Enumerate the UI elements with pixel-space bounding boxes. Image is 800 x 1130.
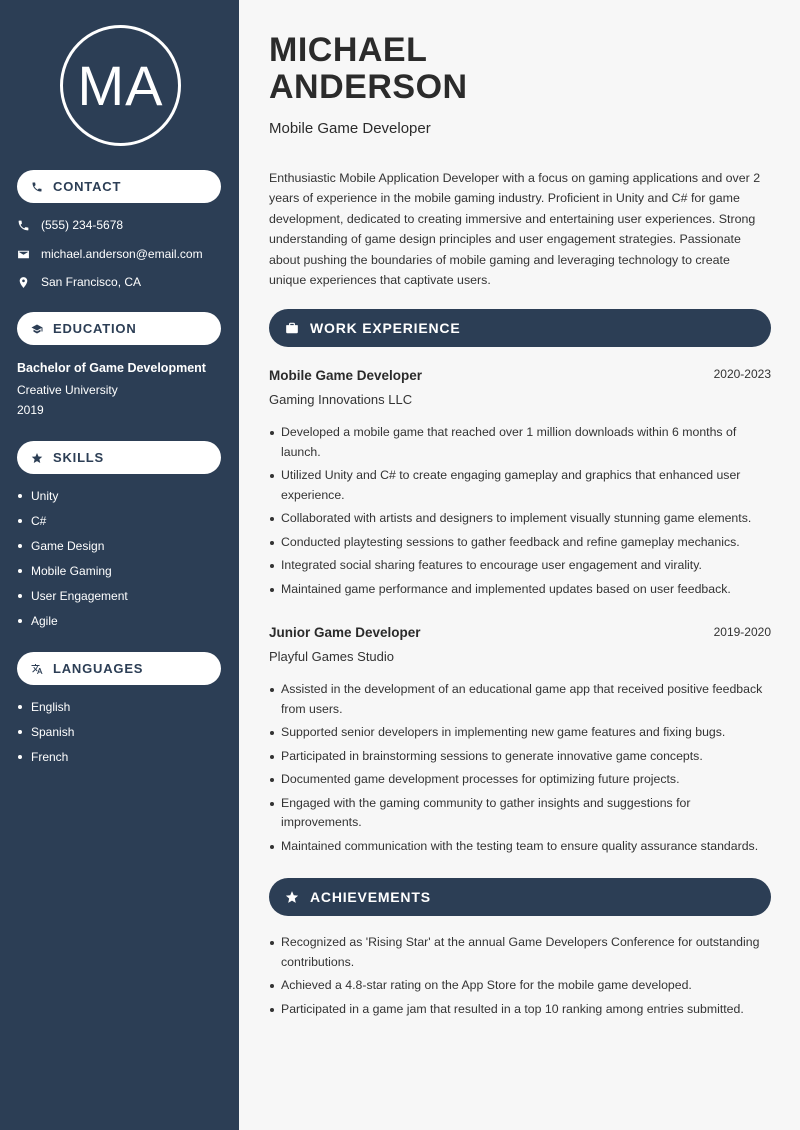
job-dates: 2020-2023 (713, 367, 771, 381)
job-bullet: Maintained game performance and implemented updates based on user feedback. (269, 580, 771, 600)
graduation-cap-icon (31, 323, 43, 335)
job-company: Gaming Innovations LLC (269, 392, 413, 407)
languages-list (17, 694, 74, 769)
envelope-icon (17, 248, 30, 261)
job-bullet: Utilized Unity and C# to create engaging gameplay and graphics that enhanced user experience. (269, 466, 771, 505)
name-first: MICHAEL (269, 31, 428, 69)
sidebar (0, 0, 239, 1130)
job-company: Playful Games Studio (269, 649, 395, 664)
job-bullets (269, 423, 771, 603)
main-content (239, 0, 800, 1130)
translate-icon (31, 663, 43, 675)
monogram-avatar: MA (60, 25, 181, 146)
education-heading (17, 312, 221, 345)
briefcase-icon (285, 321, 299, 335)
job-bullet: Assisted in the development of an educational game app that received positive feedback from users. (269, 680, 771, 719)
star-icon (31, 452, 43, 464)
phone-text: (555) 234-5678 (41, 218, 124, 232)
skill-item: C# (17, 508, 128, 533)
name-last: ANDERSON (269, 68, 468, 106)
job-bullet: Participated in brainstorming sessions to generate innovative game concepts. (269, 747, 771, 767)
achievements-heading-label: ACHIEVEMENTS (310, 889, 431, 905)
phone-icon (17, 219, 30, 232)
candidate-role: Mobile Game Developer (269, 120, 431, 137)
education-degree: Bachelor of Game Development (17, 361, 206, 375)
location-pin-icon (17, 276, 30, 289)
profile-summary: Enthusiastic Mobile Application Developer with a focus on gaming applications and over 2 years of experience in the mobile gaming industry. Proficient in Unity and C# for game development, dedicated to creating immersive and entertaining user experiences. Strong understanding of game design principles and user engagement strategies. Passionate about pushing the boundaries of mobile gaming and leveraging technology to create unique experiences that captivate users. (269, 171, 761, 288)
education-year: 2019 (17, 403, 44, 417)
job-title: Junior Game Developer (269, 625, 421, 640)
achievements-heading (269, 878, 771, 916)
skill-item: Game Design (17, 533, 128, 558)
job-dates: 2019-2020 (713, 625, 771, 639)
job-bullet: Maintained communication with the testing team to ensure quality assurance standards. (269, 837, 771, 857)
education-school: Creative University (17, 383, 118, 397)
skills-list (17, 483, 128, 633)
work-experience-heading-label: WORK EXPERIENCE (310, 320, 461, 336)
skills-heading-label: SKILLS (53, 450, 105, 465)
language-item: French (17, 744, 74, 769)
contact-location (17, 275, 141, 289)
job-bullet: Collaborated with artists and designers to implement visually stunning game elements. (269, 509, 771, 529)
job-bullets (269, 680, 771, 860)
education-heading-label: EDUCATION (53, 321, 137, 336)
job-title: Mobile Game Developer (269, 368, 423, 383)
skill-item: Unity (17, 483, 128, 508)
languages-heading (17, 652, 221, 685)
job-bullet: Integrated social sharing features to encourage user engagement and virality. (269, 556, 771, 576)
skill-item: User Engagement (17, 583, 128, 608)
location-text: San Francisco, CA (41, 275, 142, 289)
contact-email[interactable] (17, 247, 203, 261)
work-experience-heading (269, 309, 771, 347)
languages-heading-label: LANGUAGES (53, 661, 144, 676)
job-bullet: Documented game development processes for optimizing future projects. (269, 770, 771, 790)
job-bullet: Conducted playtesting sessions to gather feedback and refine gameplay mechanics. (269, 533, 771, 553)
skill-item: Mobile Gaming (17, 558, 128, 583)
contact-heading-label: CONTACT (53, 179, 122, 194)
language-item: English (17, 694, 74, 719)
job-bullet: Developed a mobile game that reached over 1 million downloads within 6 months of launch. (269, 423, 771, 462)
achievement-item: Participated in a game jam that resulted in a top 10 ranking among entries submitted. (269, 1000, 771, 1020)
contact-phone (17, 218, 123, 232)
star-icon (285, 890, 299, 904)
job-bullet: Engaged with the gaming community to gather insights and suggestions for improvements. (269, 794, 771, 833)
achievement-item: Recognized as 'Rising Star' at the annual Game Developers Conference for outstanding contributions. (269, 933, 771, 972)
candidate-name (269, 32, 468, 106)
language-item: Spanish (17, 719, 74, 744)
contact-heading (17, 170, 221, 203)
skill-item: Agile (17, 608, 128, 633)
email-text[interactable]: michael.anderson@email.com (41, 247, 203, 261)
achievements-list (269, 933, 771, 1023)
skills-heading (17, 441, 221, 474)
job-bullet: Supported senior developers in implementing new game features and fixing bugs. (269, 723, 771, 743)
achievement-item: Achieved a 4.8-star rating on the App Store for the mobile game developed. (269, 976, 771, 996)
phone-icon (31, 181, 43, 193)
